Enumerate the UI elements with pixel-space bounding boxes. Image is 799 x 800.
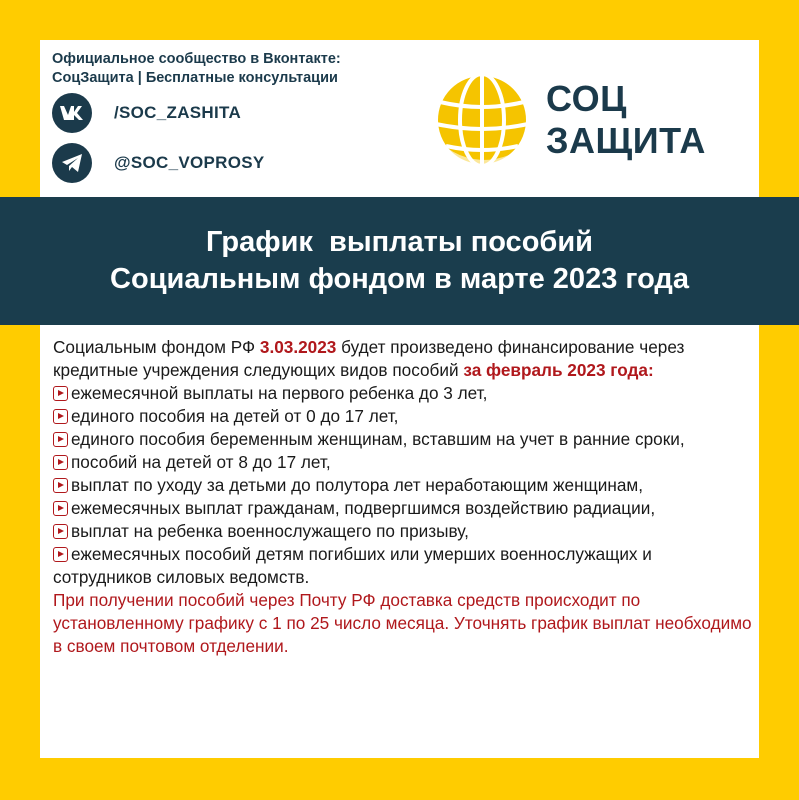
list-item-text: ежемесячной выплаты на первого ребенка до 3 лет,: [71, 383, 488, 403]
community-line-2: СоцЗащита | Бесплатные консультации: [52, 70, 338, 86]
intro-text-end: будет произведено финансирование через кредитные учреждения следующих видов пособий: [53, 337, 690, 380]
play-bullet-icon: [53, 455, 68, 470]
community-line-1: Официальное сообщество в Вконтакте:: [52, 51, 341, 67]
list-item: [53, 474, 753, 497]
list-item: [53, 382, 753, 405]
telegram-icon: [52, 143, 92, 183]
telegram-link[interactable]: [52, 143, 265, 183]
vk-handle[interactable]: /SOC_ZASHITA: [114, 103, 242, 122]
play-bullet-icon: [53, 524, 68, 539]
community-header: [52, 50, 341, 88]
list-item-text: выплат по уходу за детьми до полутора лет неработающим женщинам,: [71, 475, 643, 495]
intro-text-start: Социальным фондом РФ: [53, 337, 260, 357]
list-item: [53, 428, 753, 451]
body-text: [53, 336, 753, 658]
brand-logo-text: [546, 78, 706, 162]
payment-period: за февраль 2023 года:: [463, 360, 654, 380]
play-bullet-icon: [53, 386, 68, 401]
list-item: [53, 405, 753, 428]
play-bullet-icon: [53, 501, 68, 516]
play-bullet-icon: [53, 432, 68, 447]
list-item-text: единого пособия беременным женщинам, вставшим на учет в ранние сроки,: [71, 429, 685, 449]
brand-line-2: ЗАЩИТА: [546, 120, 706, 161]
title-line-2: Социальным фондом в марте 2023 года: [110, 263, 689, 295]
play-bullet-icon: [53, 547, 68, 562]
payment-date: 3.03.2023: [259, 337, 337, 357]
vk-link[interactable]: [52, 93, 241, 133]
title-banner: [0, 197, 799, 325]
title-line-1: График выплаты пособий: [206, 226, 593, 258]
play-bullet-icon: [53, 478, 68, 493]
list-item-text: выплат на ребенка военнослужащего по призыву,: [71, 521, 469, 541]
globe-logo-icon: [432, 70, 532, 170]
list-item-text: ежемесячных выплат гражданам, подвергшимся воздействию радиации,: [71, 498, 656, 518]
post-office-notice: При получении пособий через Почту РФ доставка средств происходит по установленному графику с 1 по 25 число месяца. Уточнять график выплат необходимо в своем почтовом отделении.: [53, 590, 752, 656]
brand-line-1: СОЦ: [546, 78, 627, 119]
list-item-text: пособий на детей от 8 до 17 лет,: [71, 452, 331, 472]
list-item: [53, 451, 753, 474]
play-bullet-icon: [53, 409, 68, 424]
vk-icon: [52, 93, 92, 133]
list-item-text: единого пособия на детей от 0 до 17 лет,: [71, 406, 399, 426]
list-item: [53, 497, 753, 520]
list-item-text: ежемесячных пособий детям погибших или умерших военнослужащих и сотрудников силовых ведомств.: [53, 544, 652, 587]
telegram-handle[interactable]: @SOC_VOPROSY: [114, 153, 265, 172]
list-item: [53, 543, 753, 589]
list-item: [53, 520, 753, 543]
